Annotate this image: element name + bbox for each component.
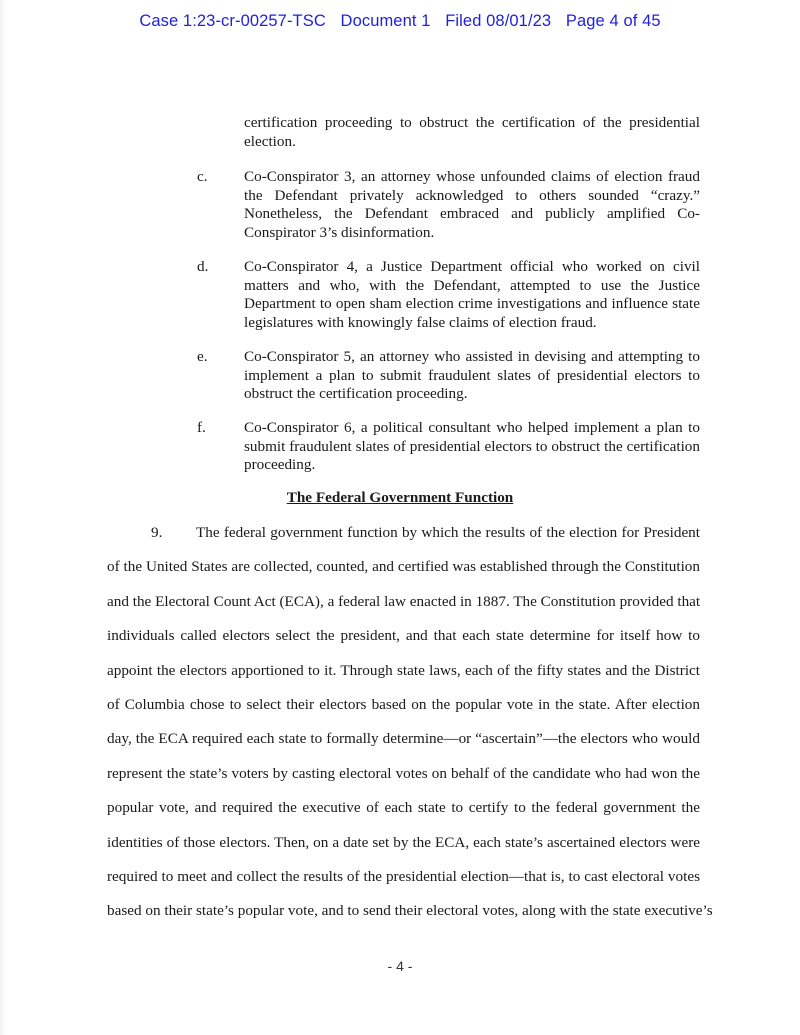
paragraph-line: identities of those electors. Then, on a date set by the ECA, each state’s ascertained electors were (107, 833, 700, 851)
paragraph-line-first: 9. The federal government function by which the results of the election for President (107, 516, 700, 550)
list-item-text: Co-Conspirator 3, an attorney whose unfounded claims of election fraud the Defendant privately acknowledged to others sounded “crazy.” Nonetheless, the Defendant embraced and publicly amplified Co-Conspirator 3’s disinformation. (244, 168, 700, 241)
list-continuation-text: certification proceeding to obstruct the certification of the presidential election. (244, 114, 700, 150)
paragraph-line: and the Electoral Count Act (ECA), a federal law enacted in 1887. The Constitution provided that (107, 592, 701, 610)
list-item-text: Co-Conspirator 6, a political consultant who helped implement a plan to submit fraudulent slates of presidential electors to obstruct the certification proceeding. (244, 419, 700, 473)
paragraph-line: appoint the electors apportioned to it. Through state laws, each of the fifty states and the District (107, 661, 700, 679)
section-heading: The Federal Government Function (286, 489, 514, 506)
paragraph-line: of Columbia chose to select their electors based on the popular vote in the state. After election (107, 696, 700, 714)
paragraph-line: required to meet and collect the results of the presidential election—that is, to cast electoral votes (107, 868, 700, 886)
paragraph-9 (107, 516, 713, 929)
page-number-footer: - 4 - (387, 958, 413, 974)
list-item-c (197, 168, 700, 242)
page-edge-shadow (0, 0, 6, 1035)
paragraph-line: individuals called electors select the president, and that each state determine for itself how to (107, 627, 700, 645)
list-item-text: Co-Conspirator 5, an attorney who assisted in devising and attempting to implement a plan to submit fraudulent slates of presidential electors to obstruct the certification proceeding. (244, 348, 700, 402)
list-marker: d. (197, 258, 209, 275)
list-item-d (197, 258, 700, 332)
co-conspirator-list-continuation (197, 114, 700, 151)
list-marker: c. (197, 168, 208, 185)
paragraph-line: of the United States are collected, counted, and certified was established through the Constitution (107, 558, 700, 576)
filed-date: Filed 08/01/23 (445, 12, 552, 30)
paragraph-number: 9. (151, 524, 163, 541)
court-filing-header (0, 12, 800, 31)
page-of-total: Page 4 of 45 (565, 12, 661, 30)
paragraph-line: popular vote, and required the executive of each state to certify to the federal government the (107, 799, 700, 817)
case-number: Case 1:23-cr-00257-TSC (139, 12, 326, 30)
list-item-f (197, 419, 700, 475)
document-number: Document 1 (340, 12, 431, 30)
list-marker: e. (197, 348, 208, 365)
paragraph-line: represent the state’s voters by casting electoral votes on behalf of the candidate who had won the (107, 764, 700, 782)
paragraph-line: based on their state’s popular vote, and to send their electoral votes, along with the state executive’s (107, 902, 713, 920)
paragraph-line: day, the ECA required each state to formally determine—or “ascertain”—the electors who would (107, 730, 700, 748)
list-marker: f. (197, 419, 206, 436)
list-item-text: Co-Conspirator 4, a Justice Department official who worked on civil matters and who, with the Defendant, attempted to use the Justice Department to open sham election crime investigations and influence state legislatures with knowingly false claims of election fraud. (244, 258, 700, 331)
list-item-e (197, 348, 700, 404)
